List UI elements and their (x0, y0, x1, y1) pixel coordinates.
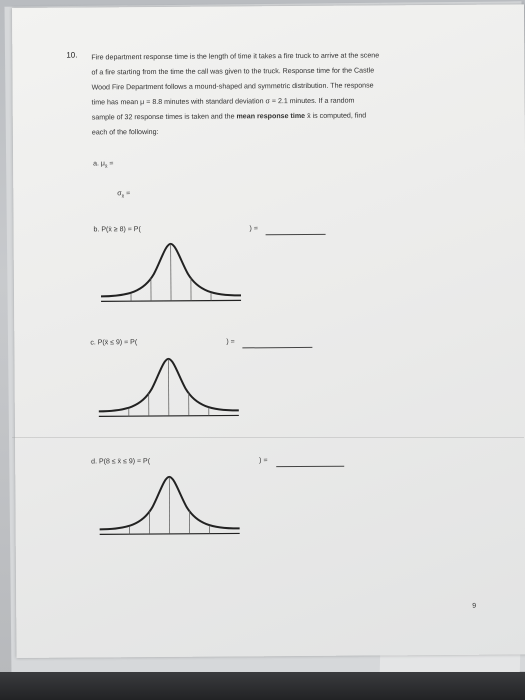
question-text (91, 48, 482, 141)
part-a-sd-equals: = (124, 190, 131, 198)
part-b-label: b. P(x̄ ≥ 8) = P( (93, 226, 141, 234)
part-a-sd-label (117, 190, 130, 199)
part-d-normal-curve (97, 471, 242, 540)
question-line-2: of a fire starting from the time the call was given to the truck. Response time for the Castle (91, 66, 375, 77)
part-a-mean-symbol: a. μ (93, 160, 105, 168)
part-b-normal-curve (99, 238, 244, 307)
part-a-mean-label (93, 160, 113, 170)
floor-shadow (0, 672, 525, 700)
page-number: 9 (472, 602, 477, 610)
question-line-3: Wood Fire Department follows a mound-shaped and symmetric distribution. The response (91, 81, 374, 92)
part-a-sd-subscript: x̄ (121, 193, 125, 200)
paper-fold-line (12, 437, 524, 438)
part-c-label: c. P(x̄ ≤ 9) = P( (90, 339, 138, 347)
worksheet-page (12, 4, 525, 658)
question-line-5-post: x̄ is computed, find (305, 111, 367, 120)
part-a-mean-equals: = (107, 160, 114, 168)
part-b-equals: ) = (249, 225, 258, 233)
question-line-4: time has mean μ = 8.8 minutes with standard deviation σ = 2.1 minutes. If a random (91, 96, 355, 107)
part-a-sd-symbol: σ (117, 190, 122, 198)
question-line-1: Fire department response time is the length of time it takes a fire truck to arrive at the scene (91, 51, 380, 62)
question-line-5-bold: mean response time (236, 111, 306, 121)
part-c-answer-line (242, 347, 312, 348)
part-d-equals: ) = (259, 457, 268, 465)
part-b-answer-line (266, 234, 326, 235)
part-c-equals: ) = (226, 338, 235, 346)
part-d-label: d. P(8 ≤ x̄ ≤ 9) = P( (91, 458, 151, 466)
question-line-6: each of the following: (91, 127, 159, 137)
part-c-normal-curve (96, 353, 241, 422)
part-a-mean-subscript: x̄ (104, 163, 108, 170)
question-number: 10. (66, 50, 78, 60)
part-d-answer-line (276, 466, 344, 467)
question-line-5-pre: sample of 32 response times is taken and the (91, 112, 237, 122)
